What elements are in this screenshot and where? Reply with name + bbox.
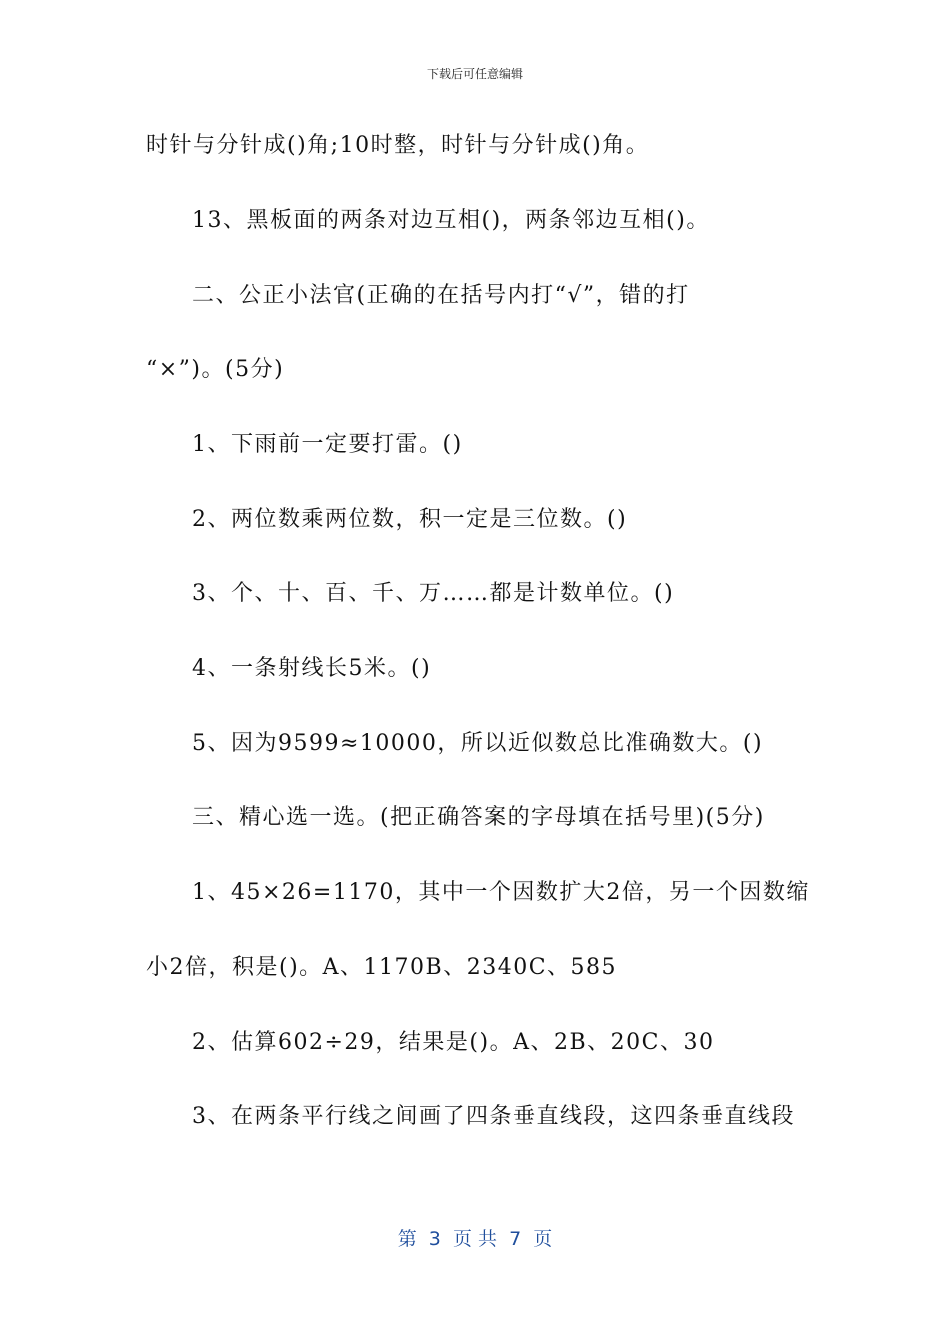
text-line: 1、45×26=1170，其中一个因数扩大2倍，另一个因数缩 — [192, 880, 810, 905]
text-line: 时针与分针成()角;10时整，时针与分针成()角。 — [146, 133, 650, 158]
text-line: 4、一条射线长5米。() — [192, 656, 432, 681]
text-line: 3、个、十、百、千、万……都是计数单位。() — [192, 581, 675, 606]
text-line: “×”)。(5分) — [146, 357, 285, 382]
text-line: 1、下雨前一定要打雷。() — [192, 432, 463, 457]
text-line: 二、公正小法官(正确的在括号内打“√”，错的打 — [192, 283, 690, 308]
text-line: 13、黑板面的两条对边互相()，两条邻边互相()。 — [192, 208, 710, 233]
text-line: 2、估算602÷29，结果是()。A、2B、20C、30 — [192, 1030, 715, 1055]
text-line: 2、两位数乘两位数，积一定是三位数。() — [192, 507, 628, 532]
text-line: 5、因为9599≈10000，所以近似数总比准确数大。() — [192, 731, 764, 756]
text-line: 小2倍，积是()。A、1170B、2340C、585 — [146, 955, 618, 980]
text-line: 三、精心选一选。(把正确答案的字母填在括号里)(5分) — [192, 805, 765, 830]
text-line: 3、在两条平行线之间画了四条垂直线段，这四条垂直线段 — [192, 1104, 795, 1129]
page-footer: 第 3 页 共 7 页 — [397, 1228, 553, 1250]
page-header: 下载后可任意编辑 — [426, 67, 523, 81]
